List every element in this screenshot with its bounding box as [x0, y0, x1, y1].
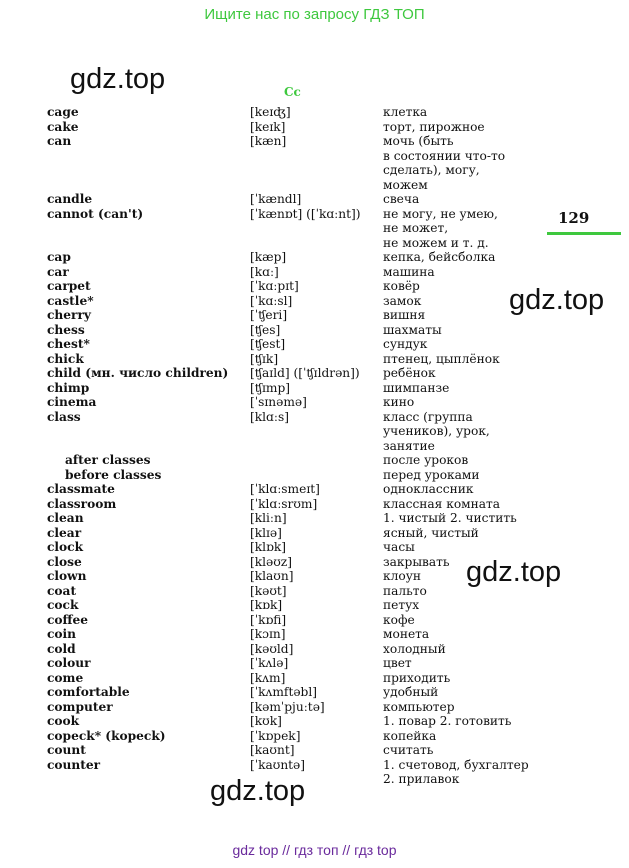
headword: coffee [47, 612, 89, 627]
translation: перед уроками [383, 467, 480, 482]
headword: chimp [47, 380, 90, 395]
translation: кепка, бейсболка [383, 250, 496, 264]
headword [47, 178, 250, 193]
dictionary-row [47, 279, 547, 294]
dictionary-row [47, 772, 547, 787]
transcription: [ˈkɑːsl] [250, 293, 293, 308]
headword: candle [47, 192, 93, 206]
transcription: [ʧes] [250, 322, 281, 337]
bottom-banner: gdz top // гдз топ // гдз top [232, 842, 397, 858]
translation: удобный [383, 685, 439, 699]
transcription: [kləʊz] [250, 554, 292, 569]
translation: 2. прилавок [383, 772, 460, 786]
transcription: [ˈkændl] [250, 192, 302, 206]
translation: 1. чистый 2. чистить [383, 511, 517, 525]
translation: копейка [383, 728, 437, 743]
translation: кофе [383, 612, 415, 627]
dictionary-row [47, 192, 547, 207]
dictionary-row [47, 308, 547, 323]
page-number: 129 [558, 209, 590, 227]
transcription: [ˈsɪnəmə] [250, 395, 307, 409]
dictionary-row [47, 381, 547, 396]
headword: cold [47, 641, 76, 656]
transcription [250, 772, 383, 787]
headword: castle* [47, 293, 94, 308]
dictionary-row [47, 424, 547, 439]
translation: мочь (быть [383, 134, 454, 148]
headword: clown [47, 569, 87, 583]
translation: цвет [383, 656, 412, 670]
dictionary-row [47, 163, 547, 178]
headword: cock [47, 598, 79, 612]
transcription [250, 163, 383, 178]
translation: 1. повар 2. готовить [383, 714, 512, 728]
headword: cinema [47, 395, 97, 409]
transcription [250, 236, 383, 251]
headword: chick [47, 351, 84, 366]
transcription: [ʧaɪld] ([ˈʧɪldrən]) [250, 366, 360, 380]
headword: count [47, 743, 86, 757]
transcription: [ˈkɑːpɪt] [250, 279, 299, 293]
dictionary-row [47, 178, 547, 193]
section-letter: Cc [284, 85, 301, 99]
headword: chess [47, 322, 85, 337]
translation: классная комната [383, 496, 501, 511]
translation: птенец, цыплёнок [383, 351, 500, 366]
headword: can [47, 134, 72, 148]
transcription [250, 424, 383, 439]
dictionary-row [47, 410, 547, 425]
dictionary-row [47, 439, 547, 454]
dictionary-row [47, 598, 547, 613]
headword: comfortable [47, 685, 130, 699]
dictionary-row [47, 337, 547, 352]
dictionary-row [47, 714, 547, 729]
dictionary-row [47, 758, 547, 773]
transcription: [kəʊt] [250, 583, 287, 598]
headword: counter [47, 757, 101, 772]
translation: ковёр [383, 279, 420, 293]
headword: class [47, 409, 81, 424]
transcription [250, 439, 383, 454]
translation: кино [383, 395, 415, 409]
transcription: [kʊk] [250, 714, 282, 728]
watermark: gdz.top [70, 63, 166, 95]
dictionary-entries [47, 105, 547, 787]
transcription: [ˈkaʊntə] [250, 757, 306, 772]
transcription: [klɪə] [250, 525, 282, 540]
transcription [250, 221, 383, 236]
transcription: [ˈkʌmftəbl] [250, 685, 318, 699]
transcription: [kəmˈpjuːtə] [250, 699, 325, 714]
headword: after classes [65, 453, 151, 467]
translation: не можем и т. д. [383, 235, 489, 250]
transcription: [ʧest] [250, 337, 286, 351]
translation: не может, [383, 221, 449, 235]
transcription: [ˈkænɒt] ([ˈkɑːnt]) [250, 206, 361, 221]
dictionary-row [47, 700, 547, 715]
dictionary-row [47, 569, 547, 584]
dictionary-row [47, 584, 547, 599]
headword: copeck* (kopeck) [47, 728, 166, 743]
headword [47, 163, 250, 178]
headword [47, 149, 250, 164]
translation: монета [383, 627, 430, 641]
headword: cap [47, 250, 71, 264]
translation: закрывать [383, 554, 450, 569]
headword [47, 439, 250, 454]
headword: carpet [47, 279, 91, 293]
translation: петух [383, 598, 420, 612]
transcription: [ˈkɒfi] [250, 612, 287, 627]
headword: cherry [47, 308, 91, 322]
transcription: [ʧɪmp] [250, 380, 291, 395]
translation: ясный, чистый [383, 525, 479, 540]
headword: clean [47, 511, 84, 525]
translation: часы [383, 540, 415, 554]
transcription: [keɪk] [250, 119, 286, 134]
headword [47, 221, 250, 236]
dictionary-row [47, 685, 547, 700]
dictionary-row [47, 497, 547, 512]
headword [47, 772, 250, 787]
translation: одноклассник [383, 482, 474, 496]
transcription [250, 468, 383, 483]
translation: клетка [383, 105, 428, 119]
headword: coin [47, 627, 77, 641]
dictionary-row [47, 236, 547, 251]
transcription [250, 453, 383, 468]
dictionary-row [47, 134, 547, 149]
translation: шимпанзе [383, 380, 450, 395]
translation: класс (группа [383, 409, 473, 424]
translation: пальто [383, 583, 427, 598]
transcription: [kliːn] [250, 511, 287, 525]
dictionary-row [47, 613, 547, 628]
translation: вишня [383, 308, 426, 322]
headword: before classes [65, 467, 162, 482]
dictionary-row [47, 656, 547, 671]
translation: компьютер [383, 699, 455, 714]
translation: учеников), урок, [383, 424, 490, 438]
transcription: [kʌm] [250, 670, 286, 685]
translation: сундук [383, 337, 428, 351]
dictionary-row [47, 468, 547, 483]
dictionary-row [47, 352, 547, 367]
dictionary-row [47, 642, 547, 657]
page-number-rule [547, 232, 621, 235]
dictionary-row [47, 221, 547, 236]
transcription: [klɑːs] [250, 409, 289, 424]
transcription: [klaʊn] [250, 569, 294, 583]
translation: клоун [383, 569, 421, 583]
headword: computer [47, 699, 113, 714]
headword [47, 424, 250, 439]
transcription: [ˈkʌlə] [250, 656, 289, 670]
transcription: [kæn] [250, 134, 287, 148]
translation: после уроков [383, 453, 469, 467]
dictionary-row [47, 120, 547, 135]
dictionary-row [47, 250, 547, 265]
translation: торт, пирожное [383, 119, 485, 134]
transcription: [kɔɪn] [250, 627, 286, 641]
dictionary-row [47, 366, 547, 381]
translation: холодный [383, 641, 446, 656]
dictionary-row [47, 540, 547, 555]
dictionary-row [47, 671, 547, 686]
translation: занятие [383, 438, 435, 453]
dictionary-row [47, 395, 547, 410]
translation: не могу, не умею, [383, 206, 498, 221]
transcription: [kəʊld] [250, 641, 294, 656]
dictionary-row [47, 105, 547, 120]
translation: можем [383, 177, 428, 192]
headword: cook [47, 714, 80, 728]
headword: cake [47, 119, 79, 134]
dictionary-row [47, 207, 547, 222]
translation: ребёнок [383, 366, 436, 380]
transcription: [kɒk] [250, 598, 283, 612]
dictionary-row [47, 526, 547, 541]
translation: приходить [383, 670, 451, 685]
transcription: [kaʊnt] [250, 743, 295, 757]
translation: в состоянии что-то [383, 148, 506, 163]
transcription: [ˈklɑːsrʊm] [250, 496, 318, 511]
translation: сделать), могу, [383, 163, 480, 177]
headword: car [47, 264, 69, 279]
transcription: [ˈkɒpek] [250, 728, 301, 743]
translation: считать [383, 743, 434, 757]
headword: classmate [47, 482, 115, 496]
watermark: gdz.top [210, 775, 306, 807]
translation: машина [383, 264, 435, 279]
transcription [250, 178, 383, 193]
dictionary-row [47, 729, 547, 744]
dictionary-row [47, 149, 547, 164]
dictionary-row [47, 323, 547, 338]
headword: colour [47, 656, 91, 670]
headword: clock [47, 540, 84, 554]
dictionary-row [47, 743, 547, 758]
headword: cage [47, 105, 79, 119]
headword: cannot (can't) [47, 206, 144, 221]
top-banner: Ищите нас по запросу ГДЗ ТОП [204, 6, 425, 23]
headword [47, 236, 250, 251]
translation: шахматы [383, 322, 442, 337]
transcription: [ˈʧeri] [250, 308, 288, 322]
transcription: [ˈklɑːsmeɪt] [250, 482, 320, 496]
watermark: gdz.top [466, 556, 562, 588]
headword: coat [47, 583, 77, 598]
dictionary-row [47, 453, 547, 468]
headword: chest* [47, 337, 90, 351]
translation: замок [383, 293, 422, 308]
translation: 1. счетовод, бухгалтер [383, 757, 529, 772]
dictionary-row [47, 482, 547, 497]
dictionary-row [47, 627, 547, 642]
headword: close [47, 554, 82, 569]
headword: clear [47, 525, 82, 540]
dictionary-row [47, 555, 547, 570]
translation: свеча [383, 192, 420, 206]
headword: come [47, 670, 84, 685]
transcription: [keɪʤ] [250, 105, 291, 119]
transcription [250, 149, 383, 164]
headword: child (мн. число children) [47, 366, 229, 380]
transcription: [ʧɪk] [250, 351, 279, 366]
dictionary-row [47, 265, 547, 280]
transcription: [kɑː] [250, 264, 279, 279]
dictionary-row [47, 294, 547, 309]
watermark: gdz.top [509, 284, 605, 316]
dictionary-row [47, 511, 547, 526]
headword: classroom [47, 496, 117, 511]
transcription: [kæp] [250, 250, 287, 264]
transcription: [klɒk] [250, 540, 286, 554]
